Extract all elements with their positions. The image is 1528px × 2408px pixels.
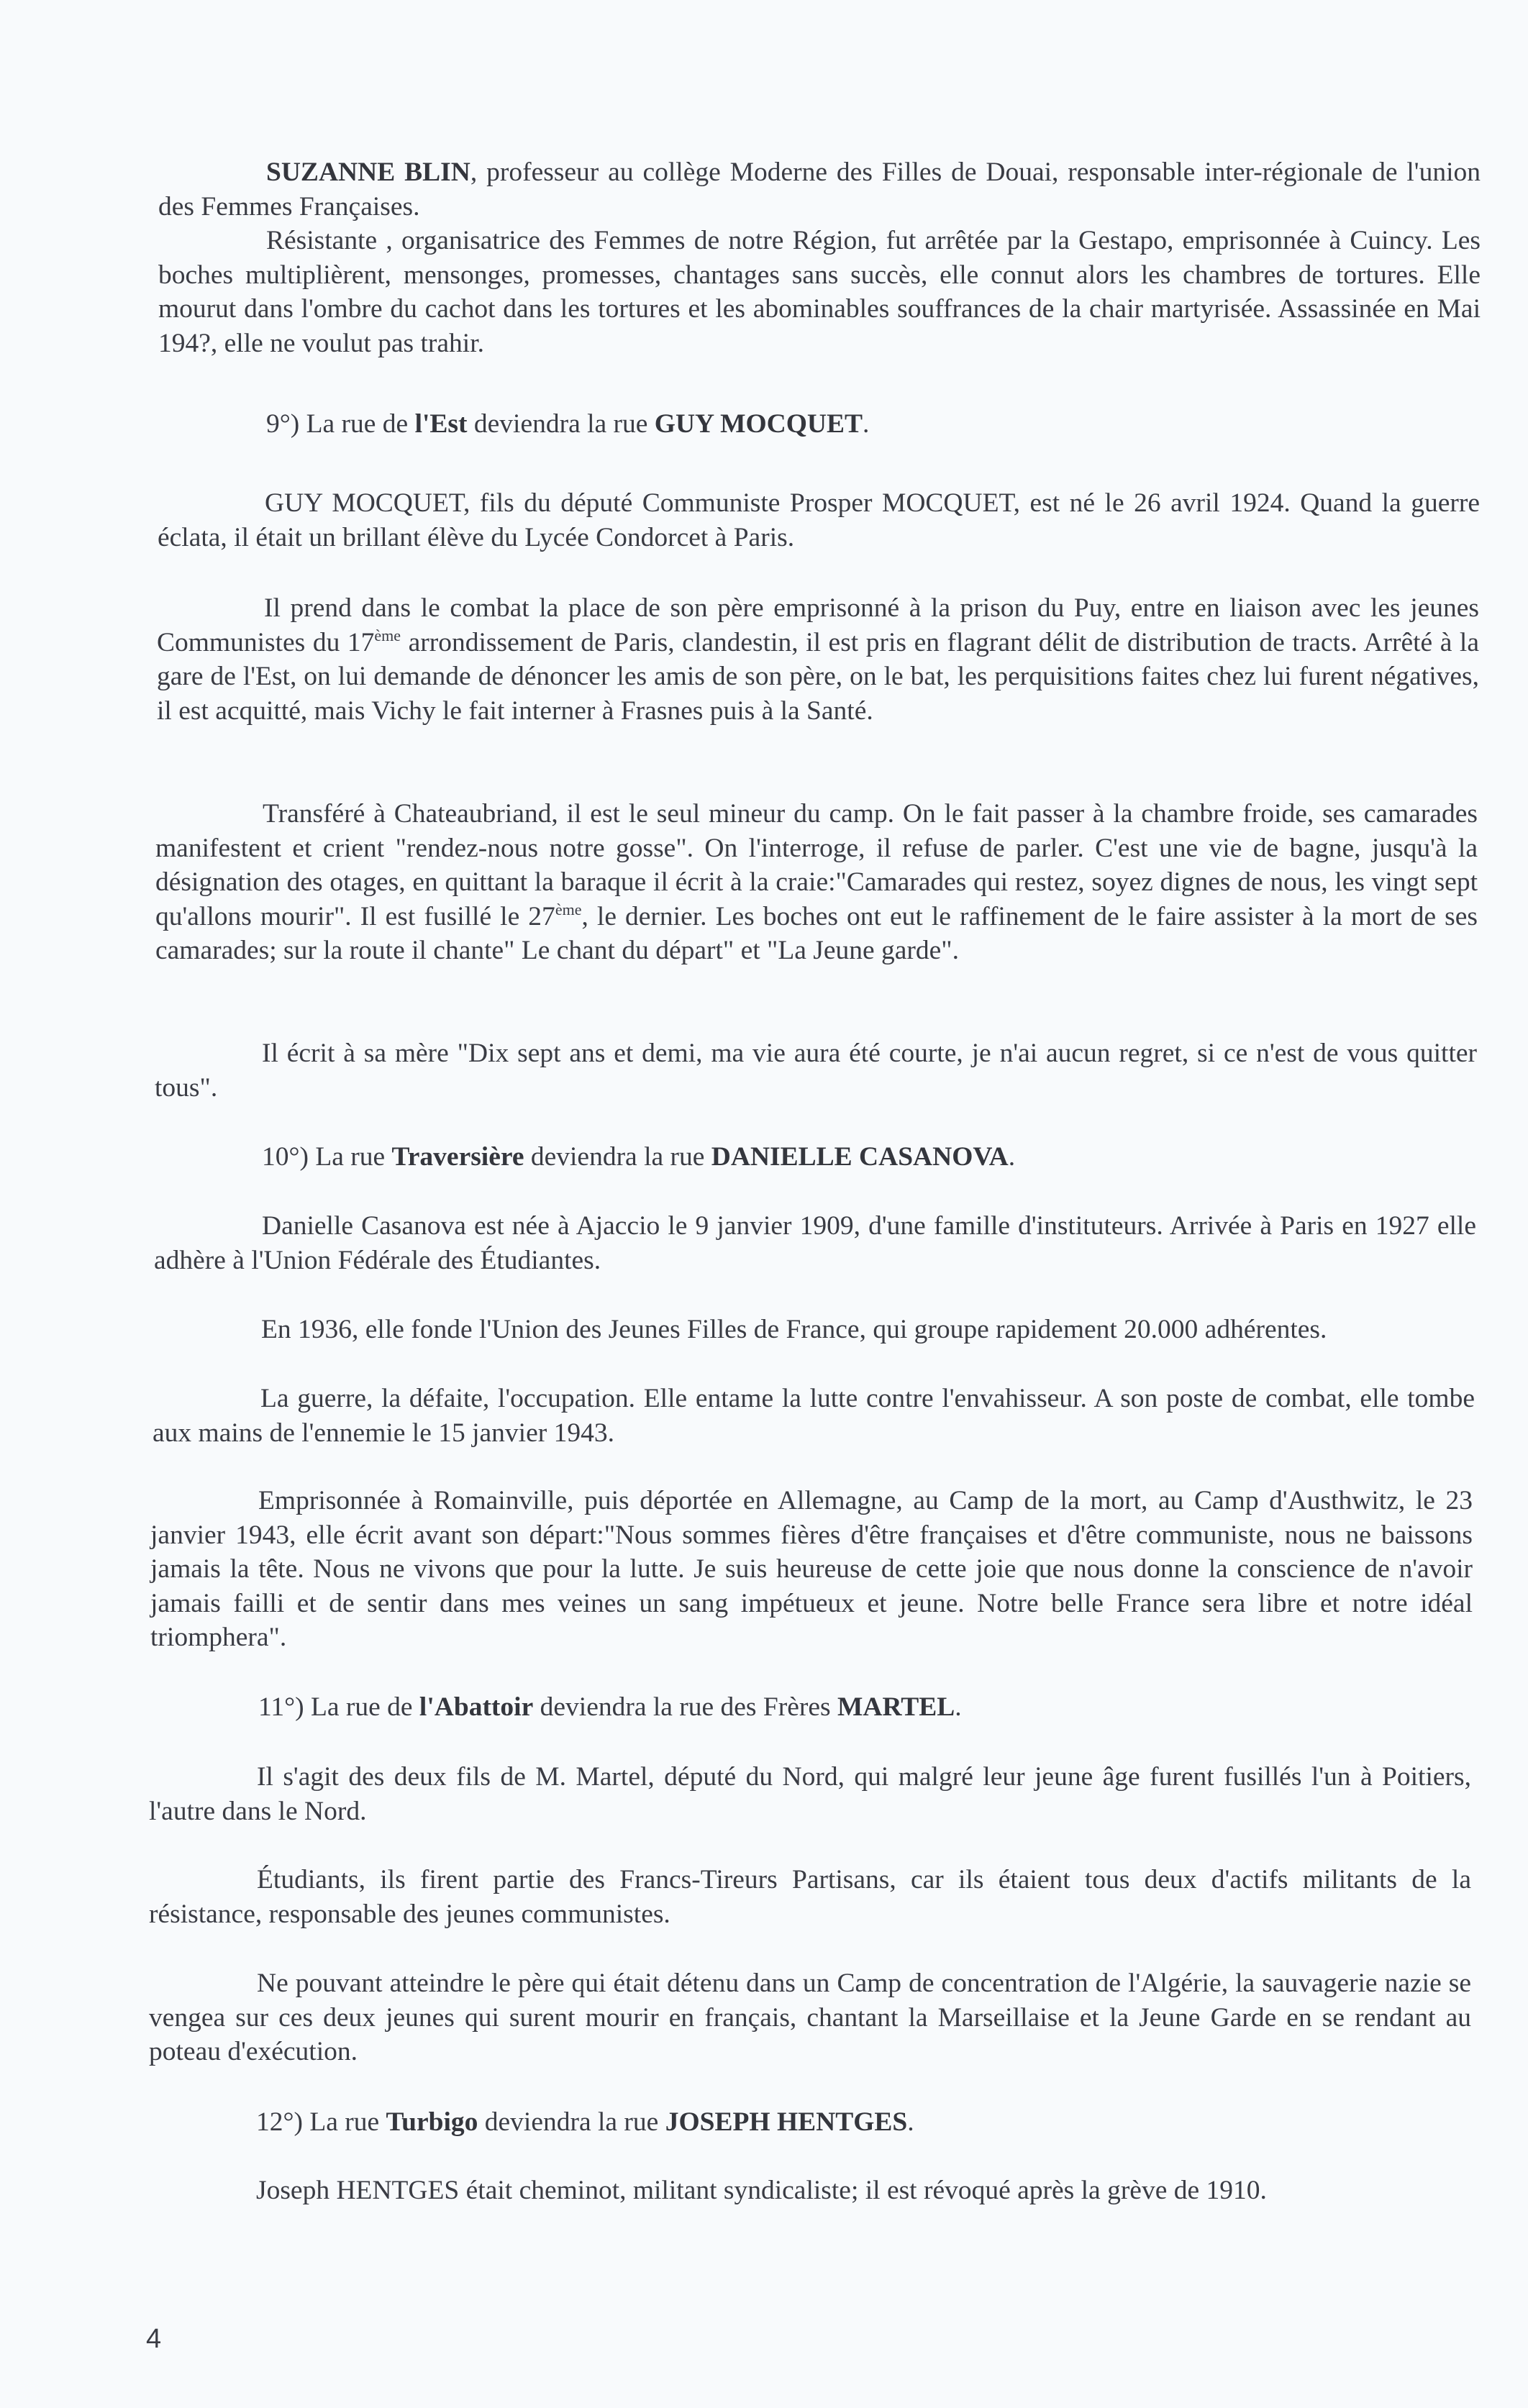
new-street-name: GUY MOCQUET — [654, 409, 863, 439]
new-street-name: JOSEPH HENTGES — [665, 2107, 908, 2137]
paragraph-casanova-3: La guerre, la défaite, l'occupation. Elle entame la lutte contre l'envahisseur. A son poste de combat, elle tombe aux mains de l'ennemie le 15 janvier 1943. — [153, 1384, 1475, 1448]
paragraph-mocquet-4: Il écrit à sa mère "Dix sept ans et demi, ma vie aura été courte, je n'ai aucun regret, si ce n'est de vous quitter tous". — [155, 1039, 1477, 1103]
paragraph-mocquet-1: GUY MOCQUET, fils du député Communiste Prosper MOCQUET, est né le 26 avril 1924. Quand la guerre éclata, il était un brillant élève du Lycée Condorcet à Paris. — [158, 488, 1480, 552]
paragraph-text: arrondissement de Paris, clandestin, il est pris en flagrant délit de distribution de tracts. Arrêté à la gare de l'Est, on lui demande de dénoncer les amis de son père, on le bat, les perquisitions faites chez lui furent négatives, il est acquitté, mais Vichy le fait interner à Frasnes puis à la Santé. — [157, 627, 1479, 726]
old-street-name: Turbigo — [386, 2107, 478, 2137]
ordinal-superscript: ème — [374, 626, 401, 644]
paragraph-text: Il prend dans le combat la place de son père emprisonné à la prison du Puy, entre en liaison avec les jeunes Communistes du 17 — [157, 593, 1479, 657]
heading-suffix: . — [863, 409, 870, 439]
section-heading-11 — [258, 1690, 962, 1725]
section-heading-10 — [262, 1140, 1015, 1175]
paragraph-blin-intro — [158, 155, 1481, 224]
heading-prefix: 11°) La rue de — [258, 1692, 419, 1722]
heading-middle: deviendra la rue — [467, 409, 655, 439]
page-number: 4 — [146, 2324, 162, 2354]
old-street-name: l'Est — [414, 409, 468, 439]
paragraph-text: Transféré à Chateaubriand, il est le seul mineur du camp. On le fait passer à la chambre froide, ses camarades manifestent et crient "rendez-nous notre gosse". On l'interroge, il refuse de parler. C'est une vie de bagne, jusqu'à la désignation des otages, en quittant la baraque il écrit à la craie:"Camarades qui restez, soyez dignes de nous, les vingt sept qu'allons mourir". Il est fusillé le 27 — [155, 799, 1478, 931]
section-heading-9 — [266, 407, 869, 442]
paragraph-martel-3: Ne pouvant atteindre le père qui était détenu dans un Camp de concentration de l'Algérie, la sauvagerie nazie se vengea sur ces deux jeunes qui surent mourir en français, chantant la Marseillaise et la Jeune Garde en se rendant au poteau d'exécution. — [149, 1969, 1471, 2066]
paragraph-martel-1: Il s'agit des deux fils de M. Martel, député du Nord, qui malgré leur jeune âge furent fusillés l'un à Poitiers, l'autre dans le Nord. — [149, 1762, 1471, 1826]
paragraph-text: , le dernier. Les boches ont eut le raffinement de le faire assister à la mort de ses camarades; sur la route il chante" Le chant du départ" et "La Jeune garde". — [155, 901, 1478, 965]
old-street-name: l'Abattoir — [419, 1692, 534, 1722]
heading-suffix: . — [1008, 1142, 1016, 1172]
section-heading-12 — [256, 2105, 914, 2140]
heading-prefix: 10°) La rue — [262, 1142, 392, 1172]
paragraph-martel-2: Étudiants, ils firent partie des Francs-Tireurs Partisans, car ils étaient tous deux d'actifs militants de la résistance, responsable des jeunes communistes. — [149, 1865, 1471, 1929]
paragraph-hentges-1: Joseph HENTGES était cheminot, militant syndicaliste; il est révoqué après la grève de 1910. — [256, 2176, 1267, 2205]
heading-middle: deviendra la rue — [524, 1142, 711, 1172]
person-name-suzanne-blin: SUZANNE BLIN — [266, 158, 470, 187]
paragraph-mocquet-2 — [157, 591, 1479, 728]
paragraph-casanova-2: En 1936, elle fonde l'Union des Jeunes Filles de France, qui groupe rapidement 20.000 adhérentes. — [261, 1315, 1327, 1344]
paragraph-casanova-1: Danielle Casanova est née à Ajaccio le 9 janvier 1909, d'une famille d'instituteurs. Arrivée à Paris en 1927 elle adhère à l'Union Fédérale des Étudiantes. — [154, 1211, 1476, 1275]
old-street-name: Traversière — [391, 1142, 524, 1172]
heading-suffix: . — [907, 2107, 914, 2137]
paragraph-casanova-4: Emprisonnée à Romainville, puis déportée en Allemagne, au Camp de la mort, au Camp d'Austhwitz, le 23 janvier 1943, elle écrit avant son départ:"Nous sommes fières d'être françaises et d'être communiste, nous ne baissons jamais la tête. Nous ne vivons que pour la lutte. Je suis heureuse de cette joie que nous donne la conscience de n'avoir jamais failli et de sentir dans mes veines un sang impétueux et jeune. Notre belle France sera libre et notre idéal triomphera". — [150, 1486, 1473, 1652]
heading-prefix: 12°) La rue — [256, 2107, 386, 2137]
heading-suffix: . — [955, 1692, 962, 1722]
paragraph-text: , professeur au collège Moderne des Filles de Douai, responsable inter-régionale de l'union des Femmes Françaises. — [158, 158, 1481, 222]
paragraph-mocquet-3 — [155, 797, 1478, 968]
paragraph-blin-resistance: Résistante , organisatrice des Femmes de notre Région, fut arrêtée par la Gestapo, emprisonnée à Cuincy. Les boches multiplièrent, mensonges, promesses, chantages sans succès, elle connut alors les chambres de tortures. Elle mourut dans l'ombre du cachot dans les tortures et les abominables souffrances de la chair martyrisée. Assassinée en Mai 194?, elle ne voulut pas trahir. — [158, 226, 1481, 358]
heading-middle: deviendra la rue — [478, 2107, 665, 2137]
ordinal-superscript: ème — [555, 900, 582, 918]
heading-middle: deviendra la rue des Frères — [533, 1692, 837, 1722]
heading-prefix: 9°) La rue de — [266, 409, 415, 439]
new-street-name: MARTEL — [837, 1692, 955, 1722]
new-street-name: DANIELLE CASANOVA — [711, 1142, 1009, 1172]
